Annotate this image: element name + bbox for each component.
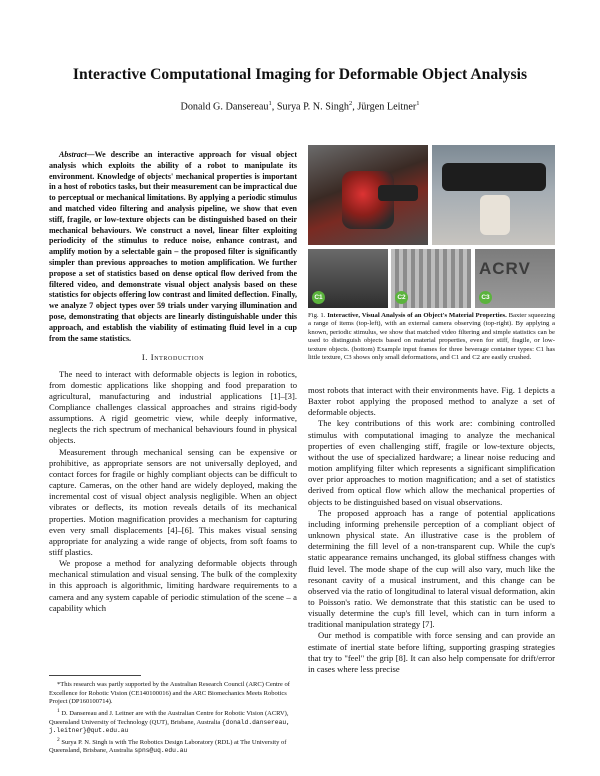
footnote-rule <box>49 675 141 676</box>
author-3: Jürgen Leitner <box>357 101 417 113</box>
right-paragraph-4: Our method is compatible with force sensing and can provide an estimate of inertial state before lifting, supporting grasping strategies that try to "feel" the grip [8]. It can also help compensate for drift/error in cases where less precise <box>308 630 555 674</box>
footnotes <box>49 681 297 756</box>
paper-title: Interactive Computational Imaging for Deformable Object Analysis <box>72 66 528 83</box>
email-2[interactable]: spns@uq.edu.au <box>134 747 188 755</box>
figure-caption <box>308 312 555 362</box>
gripper-image <box>442 163 546 191</box>
figure-frame-c1 <box>308 249 388 308</box>
right-paragraph-3: The proposed approach has a range of potential applications including informing prehensile perception of a compliant object of unknown physical state. An illustrative case is the problem of determining the fill level of a non-transparent cup. While the cup's static appearance remains unchanged, its global stiffness changes with fluid level. The mode shape of the cup will also vary, much like the resonant cavity of a musical instrument, and this change can be observed via the ratio of longitudinal to lateral visual deformation, akin to Poisson's ratio. We demonstrate that this statistic can be used to visually determine the cup's fill level, which can in turn inform a traditional manipulation strategy [7]. <box>308 507 555 630</box>
author-2: Surya P. N. Singh <box>276 101 349 113</box>
figure-1 <box>308 145 555 308</box>
abstract-label: Abstract— <box>59 150 95 159</box>
badge-c2: C2 <box>395 291 408 304</box>
email-1[interactable]: {donald.dansereau, j.leitner}@qut.edu.au <box>49 718 290 735</box>
badge-c3: C3 <box>479 291 492 304</box>
left-column <box>49 150 297 614</box>
intro-paragraph-3: We propose a method for analyzing deformable objects through mechanical stimulation and visual sensing. The bulk of the complexity in this approach is algorithmic, limiting hardware requirements to a camera and any system capable of periodic stimulation of the scene – a capability which <box>49 558 297 613</box>
right-paragraph-2: The key contributions of this work are: combining controlled stimulus with computational imaging to analyze the mechanical properties of even challenging stiff, fragile or low-texture objects, without the use of specialized hardware; a linear noise reducing and motion amplifying filter which represents a significant simplification over prior approaches to motion magnification; and a set of statistics derived from optical flow which allow the mechanical properties of objects to be distinguished based on visual observations. <box>308 418 555 507</box>
footnote-funding: *This research was partly supported by the Australian Research Council (ARC) Centre of Excellence for Robotic Vision (CE140100016) and the ARC Biomechanics Meets Robotics Project (DP160100714). <box>49 681 290 706</box>
author-line: Donald G. Dansereau$^1$, Surya P. N. Singh$^2$, Jürgen Leitner$^1$ <box>180 100 420 113</box>
figure-frame-c3 <box>475 249 555 308</box>
cup-image <box>480 195 510 235</box>
robot-arm-image <box>378 185 418 201</box>
caption-title: Interactive, Visual Analysis of an Object's Material Properties. <box>327 312 507 319</box>
right-column <box>308 385 555 675</box>
caption-text: Baxter squeezing a range of items (top-left), with an external camera observing (top-right). By applying a known, periodic stimulus, we show that matched video filtering and simple statistics can be used to distinguish objects based on material properties, even for stiff, fragile, or low-texture objects. (bottom) Example input frames for three beverage container types: C1 has little texture, C3 shows only small deformations, and C1 and C2 are easily crushed. <box>308 312 555 362</box>
figure-photo-robot <box>308 145 428 245</box>
author-2-affil: 2 <box>348 100 353 107</box>
badge-c1: C1 <box>312 291 325 304</box>
author-1-affil: 1 <box>268 100 272 107</box>
footnote-affiliation-2: $^2$ Surya P. N. Singh is with The Robotics Design Laboratory (RDL) at The University of Queensland, Brisbane, Australia spns@uq.edu.au <box>49 736 287 755</box>
caption-label: Fig. 1. <box>308 312 326 319</box>
author-3-affil: 1 <box>416 100 420 107</box>
intro-paragraph-2: Measurement through mechanical sensing can be expensive or prohibitive, as appropriate sensors are not universally deployed, and contact forces for fragile or highly compliant objects can be difficult to capture. Cameras, on the other hand are widely deployed, making the incremental cost of visual object analysis negligible. When an object vibrates or deflects, its motion reveals details of its mechanical properties. Motion magnification provides a mechanism for capturing even very small displacements [4]–[6]. This makes visual sensing appropriate for analyzing a wide range of objects, from soft foams to stiff plastics. <box>49 446 297 557</box>
author-1: Donald G. Dansereau <box>180 101 269 113</box>
abstract-text: We describe an interactive approach for visual object analysis which exploits the ability of a robot to manipulate its environment. Knowledge of objects' mechanical properties is important in a host of robotics tasks, but their measurement can be impractical due to perceptual or mechanical limitations. By applying a periodic stimulus and matched video filtering and analysis pipeline, we show that even stiff, fragile, or low-texture objects can be distinguished based on their mechanical behaviours. We construct a novel, linear filter exploiting periodicity of the stimulus to reduce noise, enhance contrast, and amplify motion by a selectable gain – the proposed filter is significantly simpler than previous approaches to motion amplification. We further propose a set of statistics based on dense optical flow derived from the filtered video, and demonstrate visual object analysis based on these statistics for objects offering low contrast and limited deflection. Finally, we analyze 7 object types over 59 trials under varying illumination and pose, demonstrating that objects are linearly distinguishable under this approach, and establish the viability of estimating fluid level in a cup from the same statistics. <box>49 150 297 343</box>
acrv-logo-text: ACRV <box>479 259 531 278</box>
figure-photo-camera-view <box>432 145 555 245</box>
right-paragraph-1: most robots that interact with their environments have. Fig. 1 depicts a Baxter robot applying the proposed method to analyze a set of deformable objects. <box>308 385 555 418</box>
figure-frame-c2 <box>391 249 471 308</box>
section-heading-introduction: I. Introduction <box>141 352 205 363</box>
intro-paragraph-1: The need to interact with deformable objects is legion in robotics, from domestic applications like shopping and food preparation to agricultural, manufacturing and industrial applications [1]–[3]. Compliance challenges classical approaches and strains rigid-body assumptions. A rigid geometric view, while deeply informative, neglects the rich spectrum of mechanical behaviours found in physical objects. <box>49 368 297 446</box>
abstract <box>49 150 297 344</box>
footnote-affiliation-1: $^1$ D. Dansereau and J. Leitner are with the Australian Centre for Robotic Vision (ACRV), Queensland University of Technology (QUT), Brisbane, Australia {donald.dansereau, j.leitner}@qut.edu.au <box>49 707 290 735</box>
